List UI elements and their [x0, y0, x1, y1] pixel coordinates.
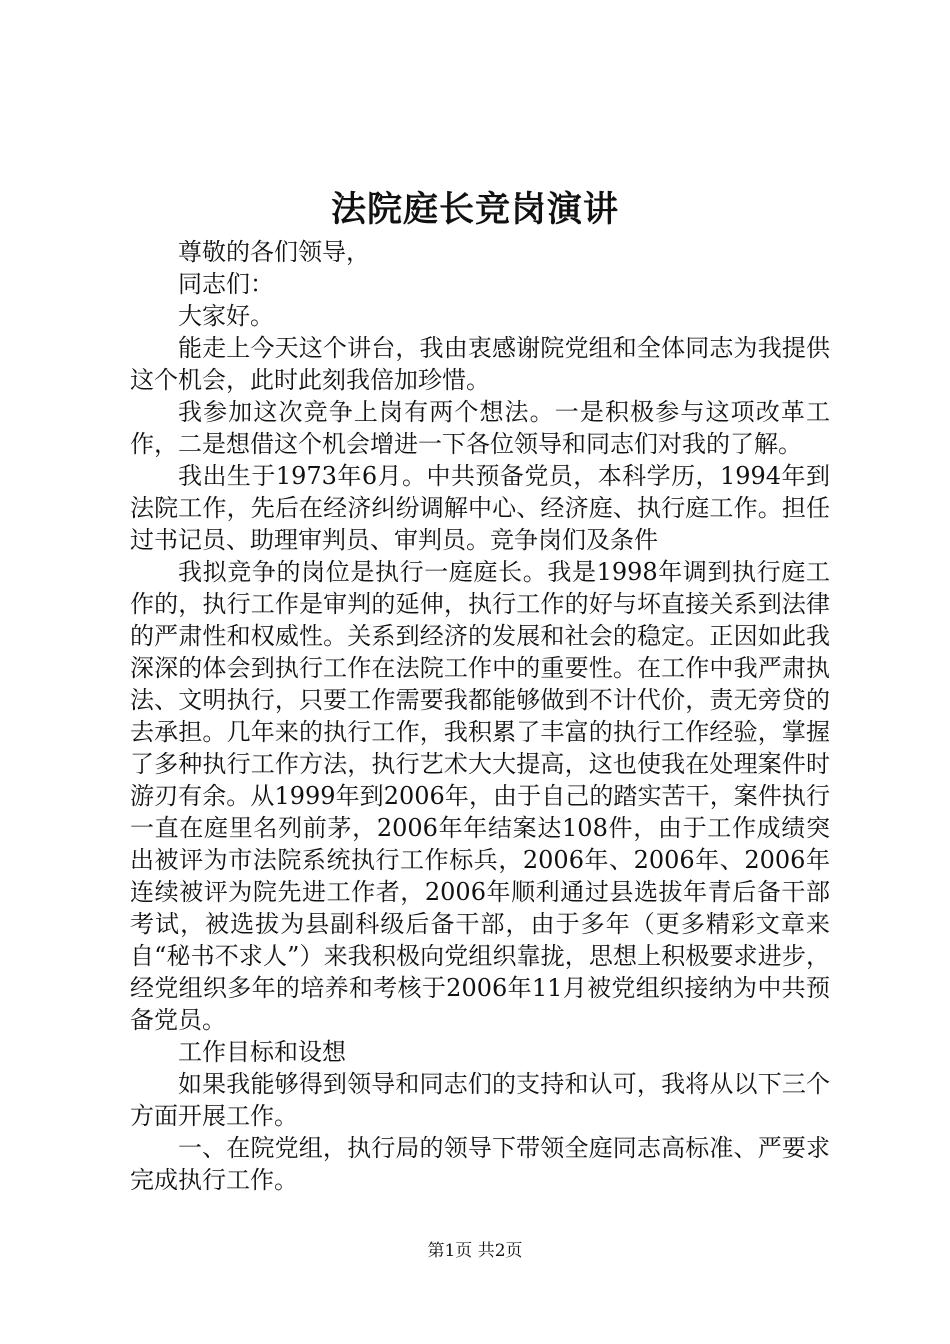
- section-heading-goals: 工作目标和设想: [178, 1038, 346, 1066]
- paragraph-thanks: 能走上今天这个讲台，我由衷感谢院党组和全体同志为我提供这个机会，此时此刻我倍加珍惜。: [130, 334, 830, 394]
- document-body: [130, 236, 830, 1196]
- paragraph-motivation: 我参加这次竞争上岗有两个想法。一是积极参与这项改革工作，二是想借这个机会增进一下各位领导和同志们对我的了解。: [130, 398, 830, 458]
- document-title: 法院庭长竞岗演讲: [330, 189, 619, 230]
- paragraph-plan-intro: 如果我能够得到领导和同志们的支持和认可，我将从以下三个方面开展工作。: [130, 1070, 830, 1130]
- salutation-leaders: 尊敬的各们领导，: [178, 238, 370, 266]
- paragraph-plan-item-1: 一、在院党组，执行局的领导下带领全庭同志高标准、严要求完成执行工作。: [130, 1134, 830, 1194]
- paragraph-position: 我拟竞争的岗位是执行一庭庭长。我是1998年调到执行庭工作的，执行工作是审判的延伸，执行工作的好与坏直接关系到法律的严肃性和权威性。关系到经济的发展和社会的稳定。正因如此我深深的体会到执行工作在法院工作中的重要性。在工作中我严肃执法、文明执行，只要工作需要我都能够做到不计代价，责无旁贷的去承担。几年来的执行工作，我积累了丰富的执行工作经验，掌握了多种执行工作方法，执行艺术大大提高，这也使我在处理案件时游刃有余。从1999年到2006年，由于自己的踏实苦干，案件执行一直在庭里名列前茅，2006年年结案达108件，由于工作成绩突出被评为市法院系统执行工作标兵，2006年、2006年、2006年连续被评为院先进工作者，2006年顺利通过县选拔年青后备干部考试，被选拔为县副科级后备干部，由于多年（更多精彩文章来自“秘书不求人”）来我积极向党组织靠拢，思想上积极要求进步，经党组织多年的培养和考核于2006年11月被党组织接纳为中共预备党员。: [130, 558, 830, 1034]
- paragraph-background: 我出生于1973年6月。中共预备党员，本科学历，1994年到法院工作，先后在经济纠纷调解中心、经济庭、执行庭工作。担任过书记员、助理审判员、审判员。竞争岗们及条件: [130, 462, 830, 554]
- salutation-comrades: 同志们：: [178, 270, 274, 298]
- greeting: 大家好。: [178, 302, 274, 330]
- page-footer: 第1页 共2页: [427, 1241, 523, 1261]
